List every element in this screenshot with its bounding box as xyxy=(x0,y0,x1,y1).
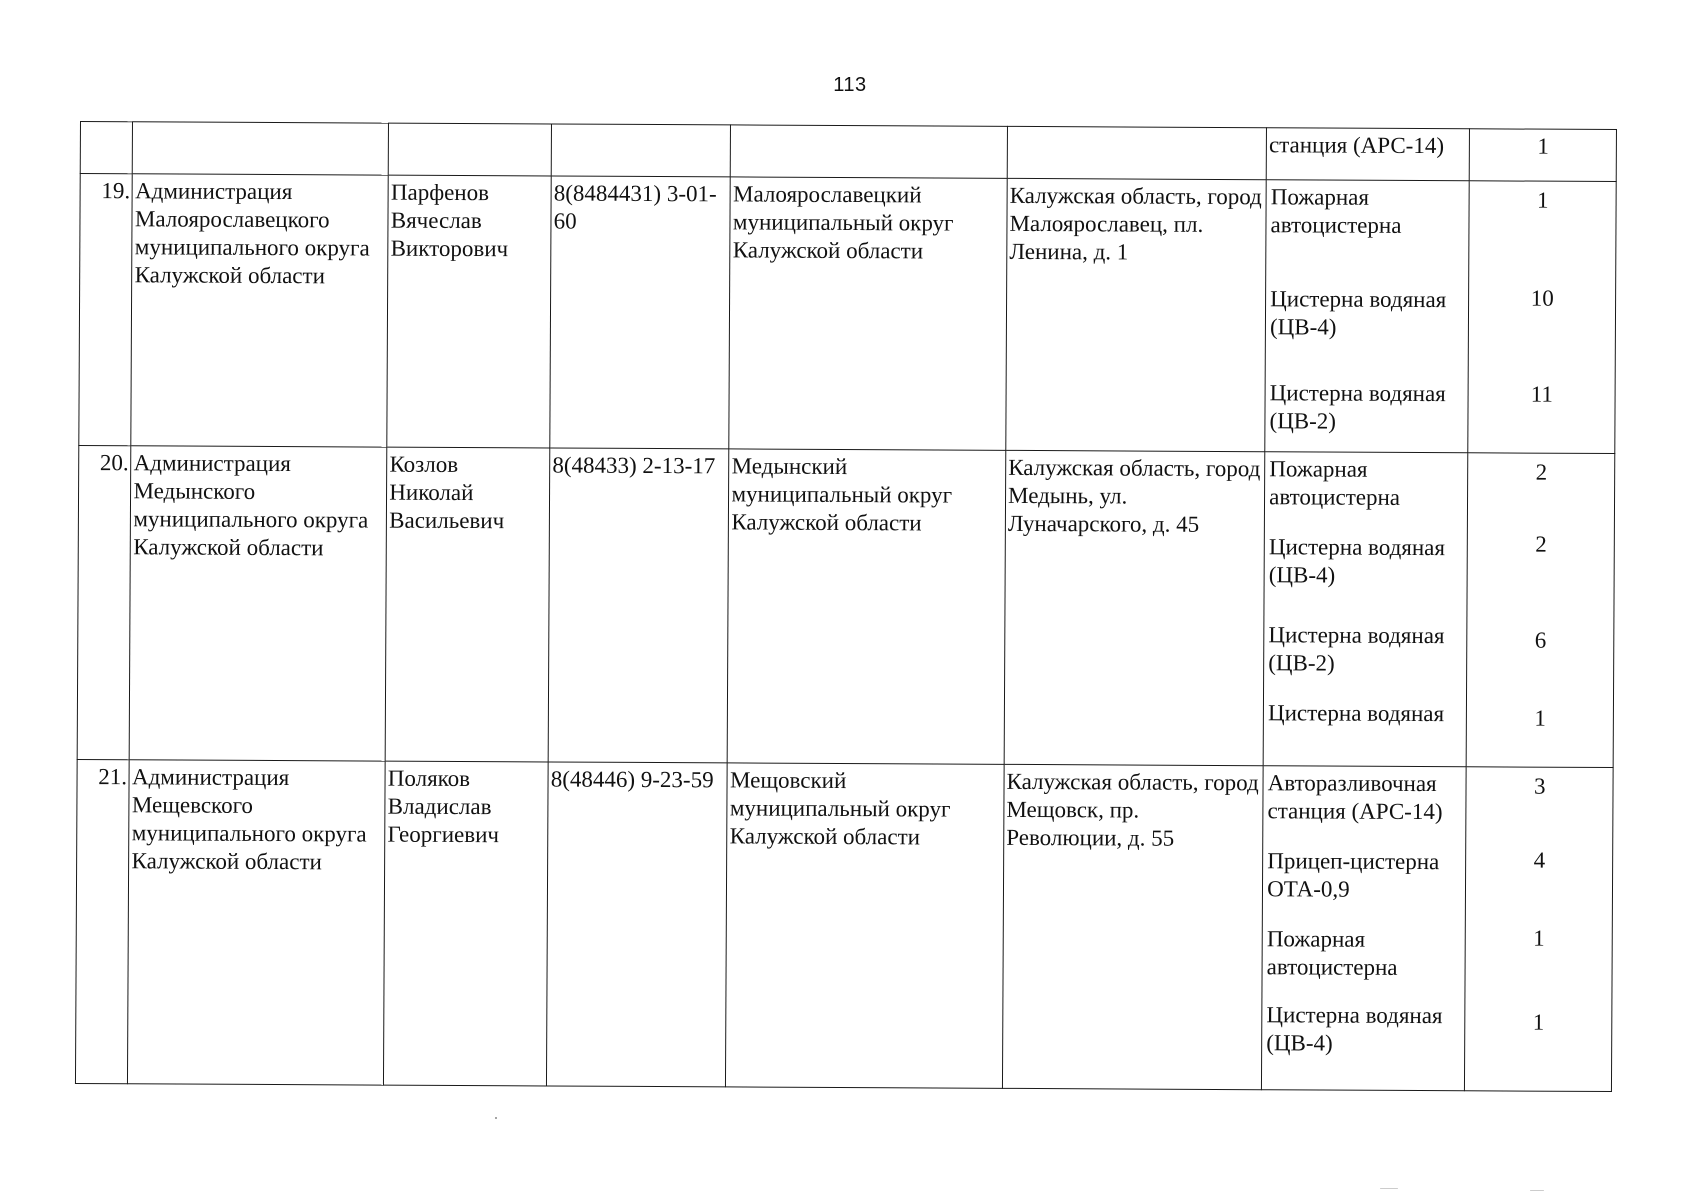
municipality-cell: Медынский муниципальный округ Калужской области xyxy=(728,449,1006,764)
scan-speck xyxy=(495,1117,497,1119)
quantity-value: 11 xyxy=(1530,381,1553,407)
equipment-item: Цистерна водяная (ЦВ-2) xyxy=(1269,380,1446,434)
equipment-cell: станция (АРС-14) xyxy=(1266,128,1470,181)
equipment-cell xyxy=(1262,766,1467,1091)
address-cell: Калужская область, город Медынь, ул. Луначарского, д. 45 xyxy=(1004,450,1265,765)
administration-cell: Администрация Мещевского муниципального округа Калужской области xyxy=(128,760,386,1085)
equipment-item: Пожарная автоцистерна xyxy=(1270,184,1402,238)
scan-speck xyxy=(1380,1188,1398,1189)
empty-cell xyxy=(731,125,1008,178)
row-number: 19. xyxy=(79,174,133,446)
quantity-cell xyxy=(1468,181,1616,454)
equipment-item: Цистерна водяная xyxy=(1267,700,1445,727)
scan-speck xyxy=(1530,1190,1544,1191)
municipality-cell: Мещовский муниципальный округ Калужской области xyxy=(726,763,1004,1088)
head-cell: Козлов Николай Васильевич xyxy=(385,447,550,762)
table-row xyxy=(75,759,1613,1091)
equipment-item: Пожарная автоцистерна xyxy=(1269,456,1401,510)
quantity-value: 4 xyxy=(1533,847,1546,873)
equipment-item: Цистерна водяная (ЦВ-4) xyxy=(1268,534,1446,588)
empty-cell xyxy=(80,122,133,174)
phone-cell: 8(48446) 9-23-59 xyxy=(547,762,728,1087)
quantity-value: 1 xyxy=(1537,187,1549,213)
equipment-cell xyxy=(1265,180,1470,453)
table-row xyxy=(79,174,1616,454)
empty-cell xyxy=(1007,126,1266,179)
table-row xyxy=(77,445,1615,767)
address-cell: Калужская область, город Мещовск, пр. Революции, д. 55 xyxy=(1002,764,1263,1089)
quantity-value: 6 xyxy=(1534,627,1547,653)
empty-cell xyxy=(389,123,552,176)
equipment-item: Цистерна водяная (ЦВ-4) xyxy=(1269,286,1447,340)
phone-cell: 8(48433) 2-13-17 xyxy=(548,448,729,763)
document-page xyxy=(75,121,1617,1101)
quantity-cell xyxy=(1465,767,1613,1092)
head-cell: Парфенов Вячеслав Викторович xyxy=(387,175,551,448)
administration-cell: Администрация Медынского муниципального округа Калужской области xyxy=(130,446,387,761)
quantity-value: 10 xyxy=(1530,285,1554,311)
administration-cell: Администрация Малоярославецкого муниципального округа Калужской области xyxy=(131,174,388,447)
quantity-cell: 1 xyxy=(1470,129,1617,182)
equipment-item: Прицеп-цистерна ОТА-0,9 xyxy=(1267,848,1440,902)
equipment-item: Авторазливочная станция (АРС-14) xyxy=(1267,770,1443,825)
quantity-cell xyxy=(1467,453,1615,768)
quantity-value: 2 xyxy=(1535,531,1547,557)
quantity-value: 1 xyxy=(1534,705,1546,731)
empty-cell xyxy=(551,124,731,177)
quantity-value: 3 xyxy=(1533,773,1546,799)
head-cell: Поляков Владислав Георгиевич xyxy=(384,761,549,1086)
equipment-item: Пожарная автоцистерна xyxy=(1266,926,1398,980)
quantity-value: 2 xyxy=(1535,459,1548,485)
equipment-cell xyxy=(1263,452,1468,767)
equipment-item: Цистерна водяная (ЦВ-2) xyxy=(1268,622,1445,676)
municipality-cell: Малоярославецкий муниципальный округ Калужской области xyxy=(729,177,1007,450)
row-number: 20. xyxy=(77,445,131,759)
empty-cell xyxy=(133,122,389,175)
page-number: 113 xyxy=(833,74,867,96)
quantity-value: 1 xyxy=(1532,1009,1545,1035)
equipment-item: Цистерна водяная (ЦВ-4) xyxy=(1266,1002,1443,1056)
row-number: 21. xyxy=(75,759,129,1083)
phone-cell: 8(8484431) 3-01-60 xyxy=(550,176,731,449)
equipment-table xyxy=(75,121,1617,1092)
continuation-row xyxy=(80,122,1616,182)
quantity-value: 1 xyxy=(1533,925,1545,951)
address-cell: Калужская область, город Малоярославец, пл. Ленина, д. 1 xyxy=(1006,178,1267,451)
